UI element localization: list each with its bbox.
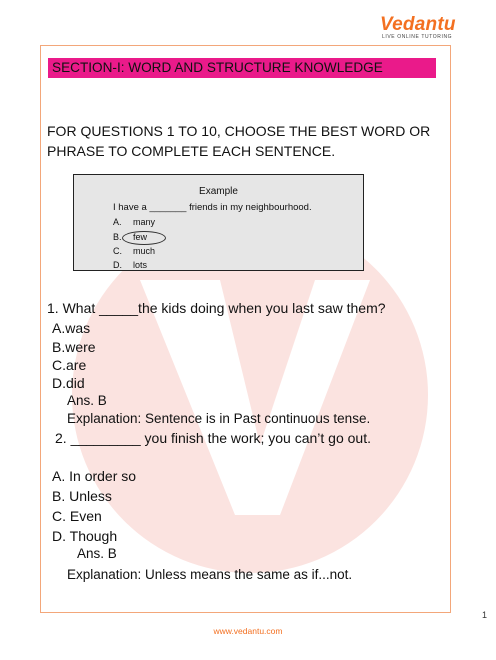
logo-tagline: LIVE ONLINE TUTORING xyxy=(382,34,453,40)
q2-option-a: A. In order so xyxy=(52,468,137,484)
q2-explanation: Explanation: Unless means the same as if...not. xyxy=(67,567,353,582)
question-2: 2. _________ you finish the work; you can’t go out. xyxy=(55,430,371,446)
example-option-c: C. much xyxy=(113,246,156,256)
q1-explanation: Explanation: Sentence is in Past continuous tense. xyxy=(67,411,371,426)
logo-name: Vedantu xyxy=(380,14,456,35)
page-number: 1 xyxy=(482,610,488,620)
q1-option-b: B.were xyxy=(52,339,96,355)
q1-option-a: A.was xyxy=(52,320,91,336)
q2-option-b: B. Unless xyxy=(52,488,112,504)
q1-option-c: C.are xyxy=(52,357,87,373)
q1-option-d: D.did xyxy=(52,375,85,391)
question-1: 1. What _____the kids doing when you last saw them? xyxy=(47,300,386,316)
vedantu-logo xyxy=(380,14,470,40)
example-option-d: D. lots xyxy=(113,260,148,270)
example-title: Example xyxy=(199,186,238,197)
answer-circle xyxy=(122,231,166,245)
section-title: SECTION-I: WORD AND STRUCTURE KNOWLEDGE xyxy=(48,58,436,78)
q2-option-c: C. Even xyxy=(52,508,102,524)
example-box xyxy=(73,174,364,271)
example-sentence: I have a _______ friends in my neighbourhood. xyxy=(113,202,312,213)
footer-link[interactable]: www.vedantu.com xyxy=(213,626,283,636)
q1-answer: Ans. B xyxy=(67,393,107,408)
instructions: FOR QUESTIONS 1 TO 10, CHOOSE THE BEST WORD OR PHRASE TO COMPLETE EACH SENTENCE. xyxy=(47,123,431,159)
example-option-b: B. few xyxy=(113,232,148,242)
q2-answer: Ans. B xyxy=(77,546,117,561)
q2-option-d: D. Though xyxy=(52,528,118,544)
example-option-a: A. many xyxy=(113,217,156,227)
